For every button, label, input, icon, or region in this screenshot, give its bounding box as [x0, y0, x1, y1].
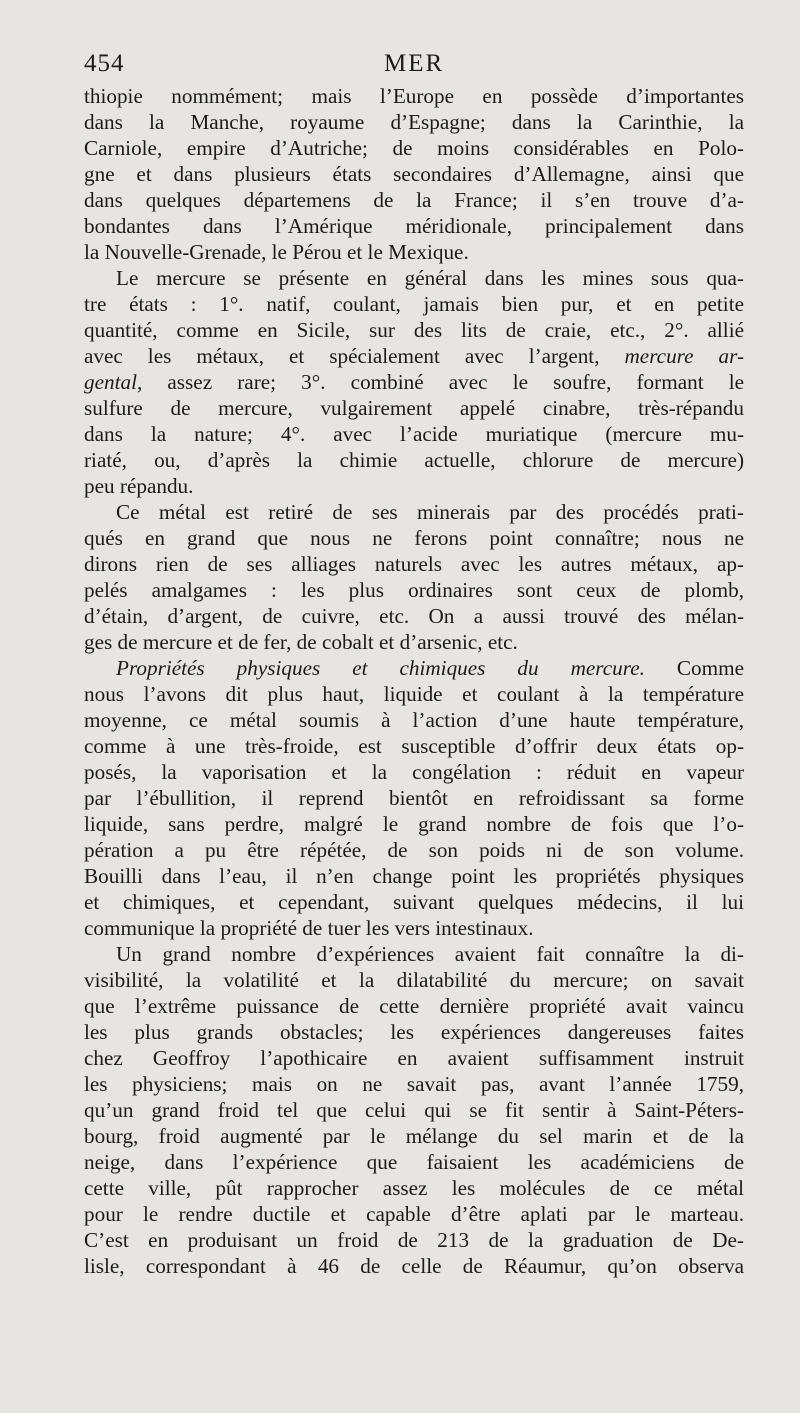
body-text	[84, 83, 744, 1279]
text-line: lisle, correspondant à 46 de celle de Réaumur, qu’on observa	[84, 1254, 744, 1278]
text-line: bourg, froid augmenté par le mélange du sel marin et de la	[84, 1124, 744, 1148]
text-line: moyenne, ce métal soumis à l’action d’une haute température,	[84, 708, 744, 732]
text-line: qués en grand que nous ne ferons point connaître; nous ne	[84, 526, 744, 550]
text-line: C’est en produisant un froid de 213 de la graduation de De-	[84, 1228, 744, 1252]
italic-term: Propriétés physiques et chimiques du mercure.	[116, 656, 645, 680]
italic-term: mercure ar-	[624, 344, 744, 368]
text-line: Ce métal est retiré de ses minerais par des procédés prati-	[116, 500, 744, 524]
text-line: Le mercure se présente en général dans les mines sous qua-	[116, 266, 744, 290]
text-line: sulfure de mercure, vulgairement appelé cinabre, très-répandu	[84, 396, 744, 420]
page-header	[84, 50, 740, 84]
italic-term: gental	[84, 370, 137, 394]
text-line: Un grand nombre d’expériences avaient fait connaître la di-	[116, 942, 744, 966]
text-line: les plus grands obstacles; les expériences dangereuses faites	[84, 1020, 744, 1044]
text-segment: Comme	[644, 656, 744, 680]
text-line: gne et dans plusieurs états secondaires d’Allemagne, ainsi que	[84, 162, 744, 186]
page-number: 454	[84, 50, 125, 77]
text-line: neige, dans l’expérience que faisaient les académiciens de	[84, 1150, 744, 1174]
text-line: et chimiques, et cependant, suivant quelques médecins, il lui	[84, 890, 744, 914]
text-line	[84, 369, 744, 395]
text-line: thiopie nommément; mais l’Europe en possède d’importantes	[84, 84, 744, 108]
text-line	[84, 343, 744, 369]
text-line: d’étain, d’argent, de cuivre, etc. On a aussi trouvé des mélan-	[84, 604, 744, 628]
text-line: par l’ébullition, il reprend bientôt en refroidissant sa forme	[84, 786, 744, 810]
text-line: pération a pu être répétée, de son poids ni de son volume.	[84, 838, 744, 862]
text-line	[84, 655, 744, 681]
text-segment: avec les métaux, et spécialement avec l’argent,	[84, 344, 625, 368]
text-line: quantité, comme en Sicile, sur des lits de craie, etc., 2°. allié	[84, 318, 744, 342]
text-line: que l’extrême puissance de cette dernière propriété avait vaincu	[84, 994, 744, 1018]
text-line: dirons rien de ses alliages naturels avec les autres métaux, ap-	[84, 552, 744, 576]
text-line: peu répandu.	[84, 474, 194, 498]
text-line: visibilité, la volatilité et la dilatabilité du mercure; on savait	[84, 968, 744, 992]
text-line: pelés amalgames : les plus ordinaires sont ceux de plomb,	[84, 578, 744, 602]
text-line: ges de mercure et de fer, de cobalt et d’arsenic, etc.	[84, 630, 518, 654]
text-line: bondantes dans l’Amérique méridionale, principalement dans	[84, 214, 744, 238]
text-line: les physiciens; mais on ne savait pas, avant l’année 1759,	[84, 1072, 744, 1096]
text-line: posés, la vaporisation et la congélation : réduit en vapeur	[84, 760, 744, 784]
running-head: MER	[384, 50, 445, 77]
text-line: chez Geoffroy l’apothicaire en avaient suffisamment instruit	[84, 1046, 744, 1070]
text-line: Carniole, empire d’Autriche; de moins considérables en Polo-	[84, 136, 744, 160]
text-line: communique la propriété de tuer les vers intestinaux.	[84, 916, 534, 940]
text-line: dans quelques départemens de la France; il s’en trouve d’a-	[84, 188, 744, 212]
text-line: dans la nature; 4°. avec l’acide muriatique (mercure mu-	[84, 422, 744, 446]
text-line: dans la Manche, royaume d’Espagne; dans la Carinthie, la	[84, 110, 744, 134]
text-line: tre états : 1°. natif, coulant, jamais bien pur, et en petite	[84, 292, 744, 316]
text-line: la Nouvelle-Grenade, le Pérou et le Mexique.	[84, 240, 469, 264]
text-line: qu’un grand froid tel que celui qui se fit sentir à Saint-Péters-	[84, 1098, 744, 1122]
text-line: pour le rendre ductile et capable d’être aplati par le marteau.	[84, 1202, 744, 1226]
text-line: nous l’avons dit plus haut, liquide et coulant à la température	[84, 682, 744, 706]
text-segment: , assez rare; 3°. combiné avec le soufre, formant le	[136, 370, 744, 394]
text-line: Bouilli dans l’eau, il n’en change point les propriétés physiques	[84, 864, 744, 888]
text-line: comme à une très-froide, est susceptible d’offrir deux états op-	[84, 734, 744, 758]
text-line: liquide, sans perdre, malgré le grand nombre de fois que l’o-	[84, 812, 744, 836]
text-line: cette ville, pût rapprocher assez les molécules de ce métal	[84, 1176, 744, 1200]
text-line: riaté, ou, d’après la chimie actuelle, chlorure de mercure)	[84, 448, 744, 472]
